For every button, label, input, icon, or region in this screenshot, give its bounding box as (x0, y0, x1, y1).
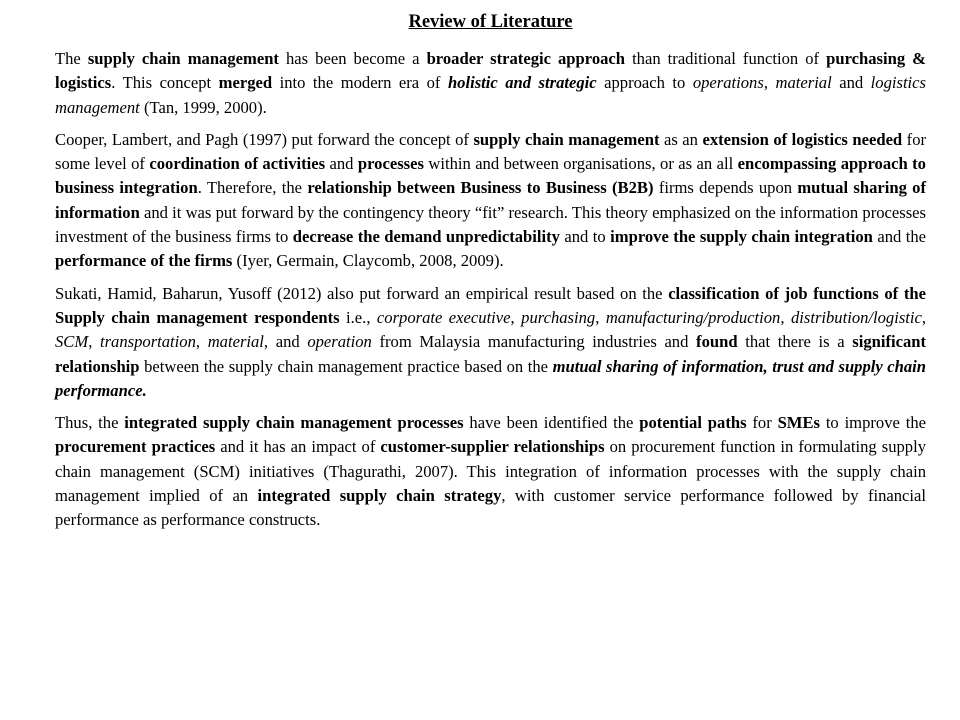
text-run: material (775, 73, 832, 93)
text-run: improve the supply chain integration (610, 227, 873, 247)
text-run: found (696, 332, 738, 352)
text-run: approach to (596, 73, 693, 93)
text-run: SCM (55, 332, 89, 352)
text-run: on procurement function in formulating supply chain management (SCM) initiatives (Thagurathi, 2007). This integration of information processes with the supply chain management implied of an (55, 437, 927, 506)
text-run: has been become a (278, 49, 427, 68)
text-run: , (88, 332, 100, 352)
text-run: into the modern era of (272, 73, 448, 93)
text-run: within and between organisations, or as an all (423, 154, 738, 174)
text-run: , (510, 307, 522, 327)
page-title: Review of Literature (408, 12, 573, 32)
text-run: than traditional function of (625, 49, 827, 68)
text-run: procurement practices (55, 437, 216, 457)
text-run: purchasing & logistics (55, 49, 926, 93)
text-run: (Tan, 1999, 2000). (139, 97, 267, 117)
text-run: encompassing approach to business integration (55, 154, 926, 198)
text-run: broader strategic approach (426, 49, 626, 68)
text-run: , (595, 307, 606, 327)
text-run: (Iyer, Germain, Claycomb, 2008, 2009). (232, 251, 504, 271)
text-run: Cooper, Lambert, and Pagh (1997) put forward the concept of (55, 129, 474, 149)
text-run: . Therefore, the (197, 178, 308, 198)
text-run: and the (872, 227, 927, 247)
text-run: transportation (99, 332, 196, 352)
text-run: from Malaysia manufacturing industries and (371, 332, 697, 352)
text-run: classification of job functions of the Supply chain management respondents (55, 283, 926, 327)
text-run: supply chain management (473, 129, 660, 149)
text-run: . This concept (111, 73, 219, 93)
text-run: as an (659, 129, 703, 149)
text-run: significant relationship (55, 332, 927, 376)
paragraph-3 (55, 282, 926, 403)
text-run: have been identified the (463, 413, 640, 433)
text-run: and to (559, 227, 611, 247)
text-run: integrated supply chain management processes (124, 413, 464, 433)
text-run: for some level of (55, 129, 927, 174)
paragraph-1 (55, 47, 926, 120)
text-run: customer-supplier relationships (380, 437, 605, 457)
text-run: The (55, 49, 88, 68)
text-run: , (780, 307, 791, 327)
text-run: and it has an impact of (215, 437, 381, 457)
text-run: distribution/logistic (790, 307, 922, 327)
text-run: supply chain management (87, 49, 279, 68)
text-run: relationship between Business to Business (B2B) (307, 178, 654, 198)
paragraph-2 (55, 128, 926, 274)
text-run: extension of logistics needed (702, 129, 903, 149)
text-run: logistics management (55, 73, 926, 117)
text-run: decrease the demand unpredictability (292, 227, 560, 247)
text-run: , with customer service performance followed by financial performance as performance constructs. (55, 486, 926, 530)
text-run: integrated supply chain strategy (257, 486, 502, 506)
text-run: SMEs (777, 413, 820, 433)
paragraph-4 (55, 411, 926, 532)
text-run: merged (218, 73, 273, 93)
text-run: potential paths (639, 413, 747, 433)
text-run: coordination of activities (149, 154, 326, 174)
text-run: Sukati, Hamid, Baharun, Yusoff (2012) also put forward an empirical result based on the (55, 283, 669, 303)
text-run: , and (263, 332, 308, 352)
text-run: , (763, 73, 776, 93)
text-run: for (746, 413, 778, 433)
text-run: firms depends upon (653, 178, 798, 198)
text-run: operation (307, 332, 372, 352)
text-run: i.e., (339, 307, 377, 327)
text-run: corporate executive (376, 307, 511, 327)
text-run: , (921, 307, 927, 327)
text-run: , (195, 332, 208, 352)
text-run: that there is a (737, 332, 853, 352)
text-run: purchasing (521, 307, 596, 327)
text-run: Thus, the (55, 413, 125, 433)
text-run: to improve the (819, 413, 926, 433)
text-run: material (207, 332, 264, 352)
text-run: and (831, 73, 871, 93)
text-run: mutual sharing of information (55, 178, 926, 222)
text-run: between the supply chain management practice based on the (139, 356, 553, 376)
text-run: and (325, 154, 358, 174)
text-run: mutual sharing of information, trust and supply chain performance. (55, 356, 927, 400)
text-run: operations (692, 73, 764, 93)
text-run: manufacturing/production (605, 307, 781, 327)
text-run: holistic and strategic (447, 73, 597, 93)
text-run: performance of the firms (55, 251, 233, 271)
text-run: processes (357, 154, 424, 174)
text-run: and it was put forward by the contingency theory “fit” research. This theory emphasized on the information processes investment of the business firms to (55, 202, 926, 247)
